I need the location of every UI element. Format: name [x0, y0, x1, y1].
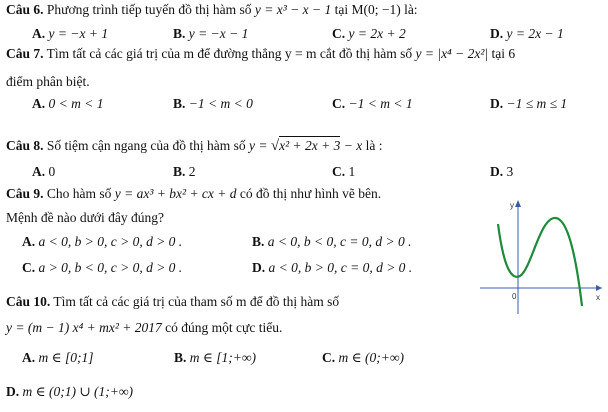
- q10-function: y = (m − 1) x⁴ + mx² + 2017: [6, 320, 162, 335]
- q9-option-a[interactable]: [22, 234, 182, 250]
- option-value: −1 < m < 0: [188, 96, 253, 111]
- option-value: a < 0, b > 0, c > 0, d > 0 .: [38, 234, 183, 249]
- cubic-curve: [498, 218, 582, 306]
- option-value: −1 < m < 1: [348, 96, 413, 111]
- x-axis-label: x: [596, 293, 600, 302]
- q7-tail: tại 6: [491, 46, 516, 61]
- q10-tail: có đúng một cực tiểu.: [165, 320, 283, 335]
- q10-stem-line2: [6, 320, 282, 336]
- q6-end: là:: [404, 2, 418, 17]
- q8-label: Câu 8.: [6, 138, 44, 153]
- option-value: 2: [188, 164, 196, 179]
- q7-option-b[interactable]: [173, 96, 253, 112]
- q8-radicand: x² + 2x + 3: [279, 138, 341, 153]
- q7-option-a[interactable]: [32, 96, 103, 112]
- option-key: A.: [32, 26, 46, 41]
- option-value: y = −x + 1: [48, 26, 109, 41]
- q6-option-d[interactable]: [490, 26, 564, 42]
- option-value: 0 < m < 1: [48, 96, 104, 111]
- origin-label: 0: [512, 292, 517, 301]
- option-key: D.: [490, 96, 504, 111]
- q8-function-prefix: y =: [248, 138, 271, 153]
- q6-label: Câu 6.: [6, 2, 44, 17]
- q6-text: Phương trình tiếp tuyến đồ thị hàm số: [46, 2, 252, 17]
- option-key: C.: [332, 26, 346, 41]
- q7-option-d[interactable]: [490, 96, 567, 112]
- q9-stem: [6, 186, 381, 202]
- q9-text: Cho hàm số: [46, 186, 112, 201]
- option-key: C.: [332, 164, 346, 179]
- q8-end: là :: [365, 138, 383, 153]
- q8-option-b[interactable]: [173, 164, 196, 180]
- q6-option-c[interactable]: [332, 26, 406, 42]
- q7-text: Tìm tất cả các giá trị của m để đường thẳng y = m cắt đồ thị hàm số: [46, 46, 413, 61]
- x-axis-arrow: [596, 285, 602, 291]
- q10-option-d[interactable]: [6, 384, 133, 400]
- option-key: B.: [173, 96, 186, 111]
- option-key: D.: [252, 260, 266, 275]
- q6-stem: [6, 2, 418, 18]
- option-value: 0: [48, 164, 56, 179]
- q7-label: Câu 7.: [6, 46, 44, 61]
- q8-stem: [6, 138, 382, 155]
- q7-stem: [6, 46, 515, 62]
- q10-option-c[interactable]: [322, 350, 404, 366]
- q8-function-suffix: − x: [340, 138, 363, 153]
- option-value: −1 ≤ m ≤ 1: [506, 96, 568, 111]
- option-key: D.: [6, 384, 20, 399]
- q9-function: y = ax³ + bx² + cx + d: [114, 186, 237, 201]
- q10-label: Câu 10.: [6, 294, 51, 309]
- q8-option-a[interactable]: [32, 164, 55, 180]
- q6-function: y = x³ − x − 1: [254, 2, 332, 17]
- option-value: m ∈ (0;1) ∪ (1;+∞): [22, 384, 134, 399]
- option-value: 1: [348, 164, 356, 179]
- option-value: a < 0, b > 0, c = 0, d > 0 .: [268, 260, 413, 275]
- q9-label: Câu 9.: [6, 186, 44, 201]
- q8-text: Số tiệm cận ngang của đồ thị hàm số: [46, 138, 246, 153]
- option-value: 3: [506, 164, 514, 179]
- option-key: A.: [22, 234, 36, 249]
- q10-text: Tìm tất cả các giá trị của tham số m để đồ thị hàm số: [53, 294, 340, 309]
- option-value: a > 0, b < 0, c > 0, d > 0 .: [38, 260, 183, 275]
- option-value: m ∈ [0;1]: [38, 350, 94, 365]
- option-value: m ∈ [1;+∞): [189, 350, 256, 365]
- option-value: y = 2x + 2: [348, 26, 406, 41]
- q6-option-b[interactable]: [173, 26, 248, 42]
- option-key: D.: [490, 164, 504, 179]
- q9-option-c[interactable]: [22, 260, 182, 276]
- option-key: C.: [22, 260, 36, 275]
- q7-function: y = |x⁴ − 2x²|: [415, 46, 489, 61]
- option-key: B.: [173, 26, 186, 41]
- option-key: C.: [332, 96, 346, 111]
- y-axis-arrow: [515, 200, 521, 207]
- option-key: B.: [174, 350, 187, 365]
- q7-option-c[interactable]: [332, 96, 413, 112]
- option-key: C.: [322, 350, 336, 365]
- q10-option-a[interactable]: [22, 350, 94, 366]
- q10-stem: [6, 294, 339, 310]
- option-key: A.: [32, 164, 46, 179]
- option-value: m ∈ (0;+∞): [338, 350, 404, 365]
- q8-option-c[interactable]: [332, 164, 355, 180]
- option-key: A.: [22, 350, 36, 365]
- option-key: B.: [252, 234, 265, 249]
- option-value: y = −x − 1: [188, 26, 249, 41]
- y-axis-label: y: [510, 201, 514, 210]
- q9-tail: có đồ thị như hình vẽ bên.: [239, 186, 382, 201]
- option-value: a < 0, b < 0, c = 0, d > 0 .: [267, 234, 412, 249]
- q9-cubic-graph: [476, 196, 606, 318]
- q9-stem-line2: Mệnh đề nào dưới đây đúng?: [6, 210, 165, 225]
- q9-option-d[interactable]: [252, 260, 412, 276]
- q6-option-a[interactable]: [32, 26, 108, 42]
- q10-option-b[interactable]: [174, 350, 256, 366]
- q7-stem-line2: điểm phân biệt.: [6, 74, 90, 89]
- option-key: B.: [173, 164, 186, 179]
- q8-option-d[interactable]: [490, 164, 513, 180]
- option-value: y = 2x − 1: [506, 26, 564, 41]
- q6-at: tại: [334, 2, 349, 17]
- q9-option-b[interactable]: [252, 234, 411, 250]
- q6-point: M(0; −1): [351, 2, 401, 17]
- option-key: D.: [490, 26, 504, 41]
- sqrt-symbol: √: [270, 138, 280, 154]
- option-key: A.: [32, 96, 46, 111]
